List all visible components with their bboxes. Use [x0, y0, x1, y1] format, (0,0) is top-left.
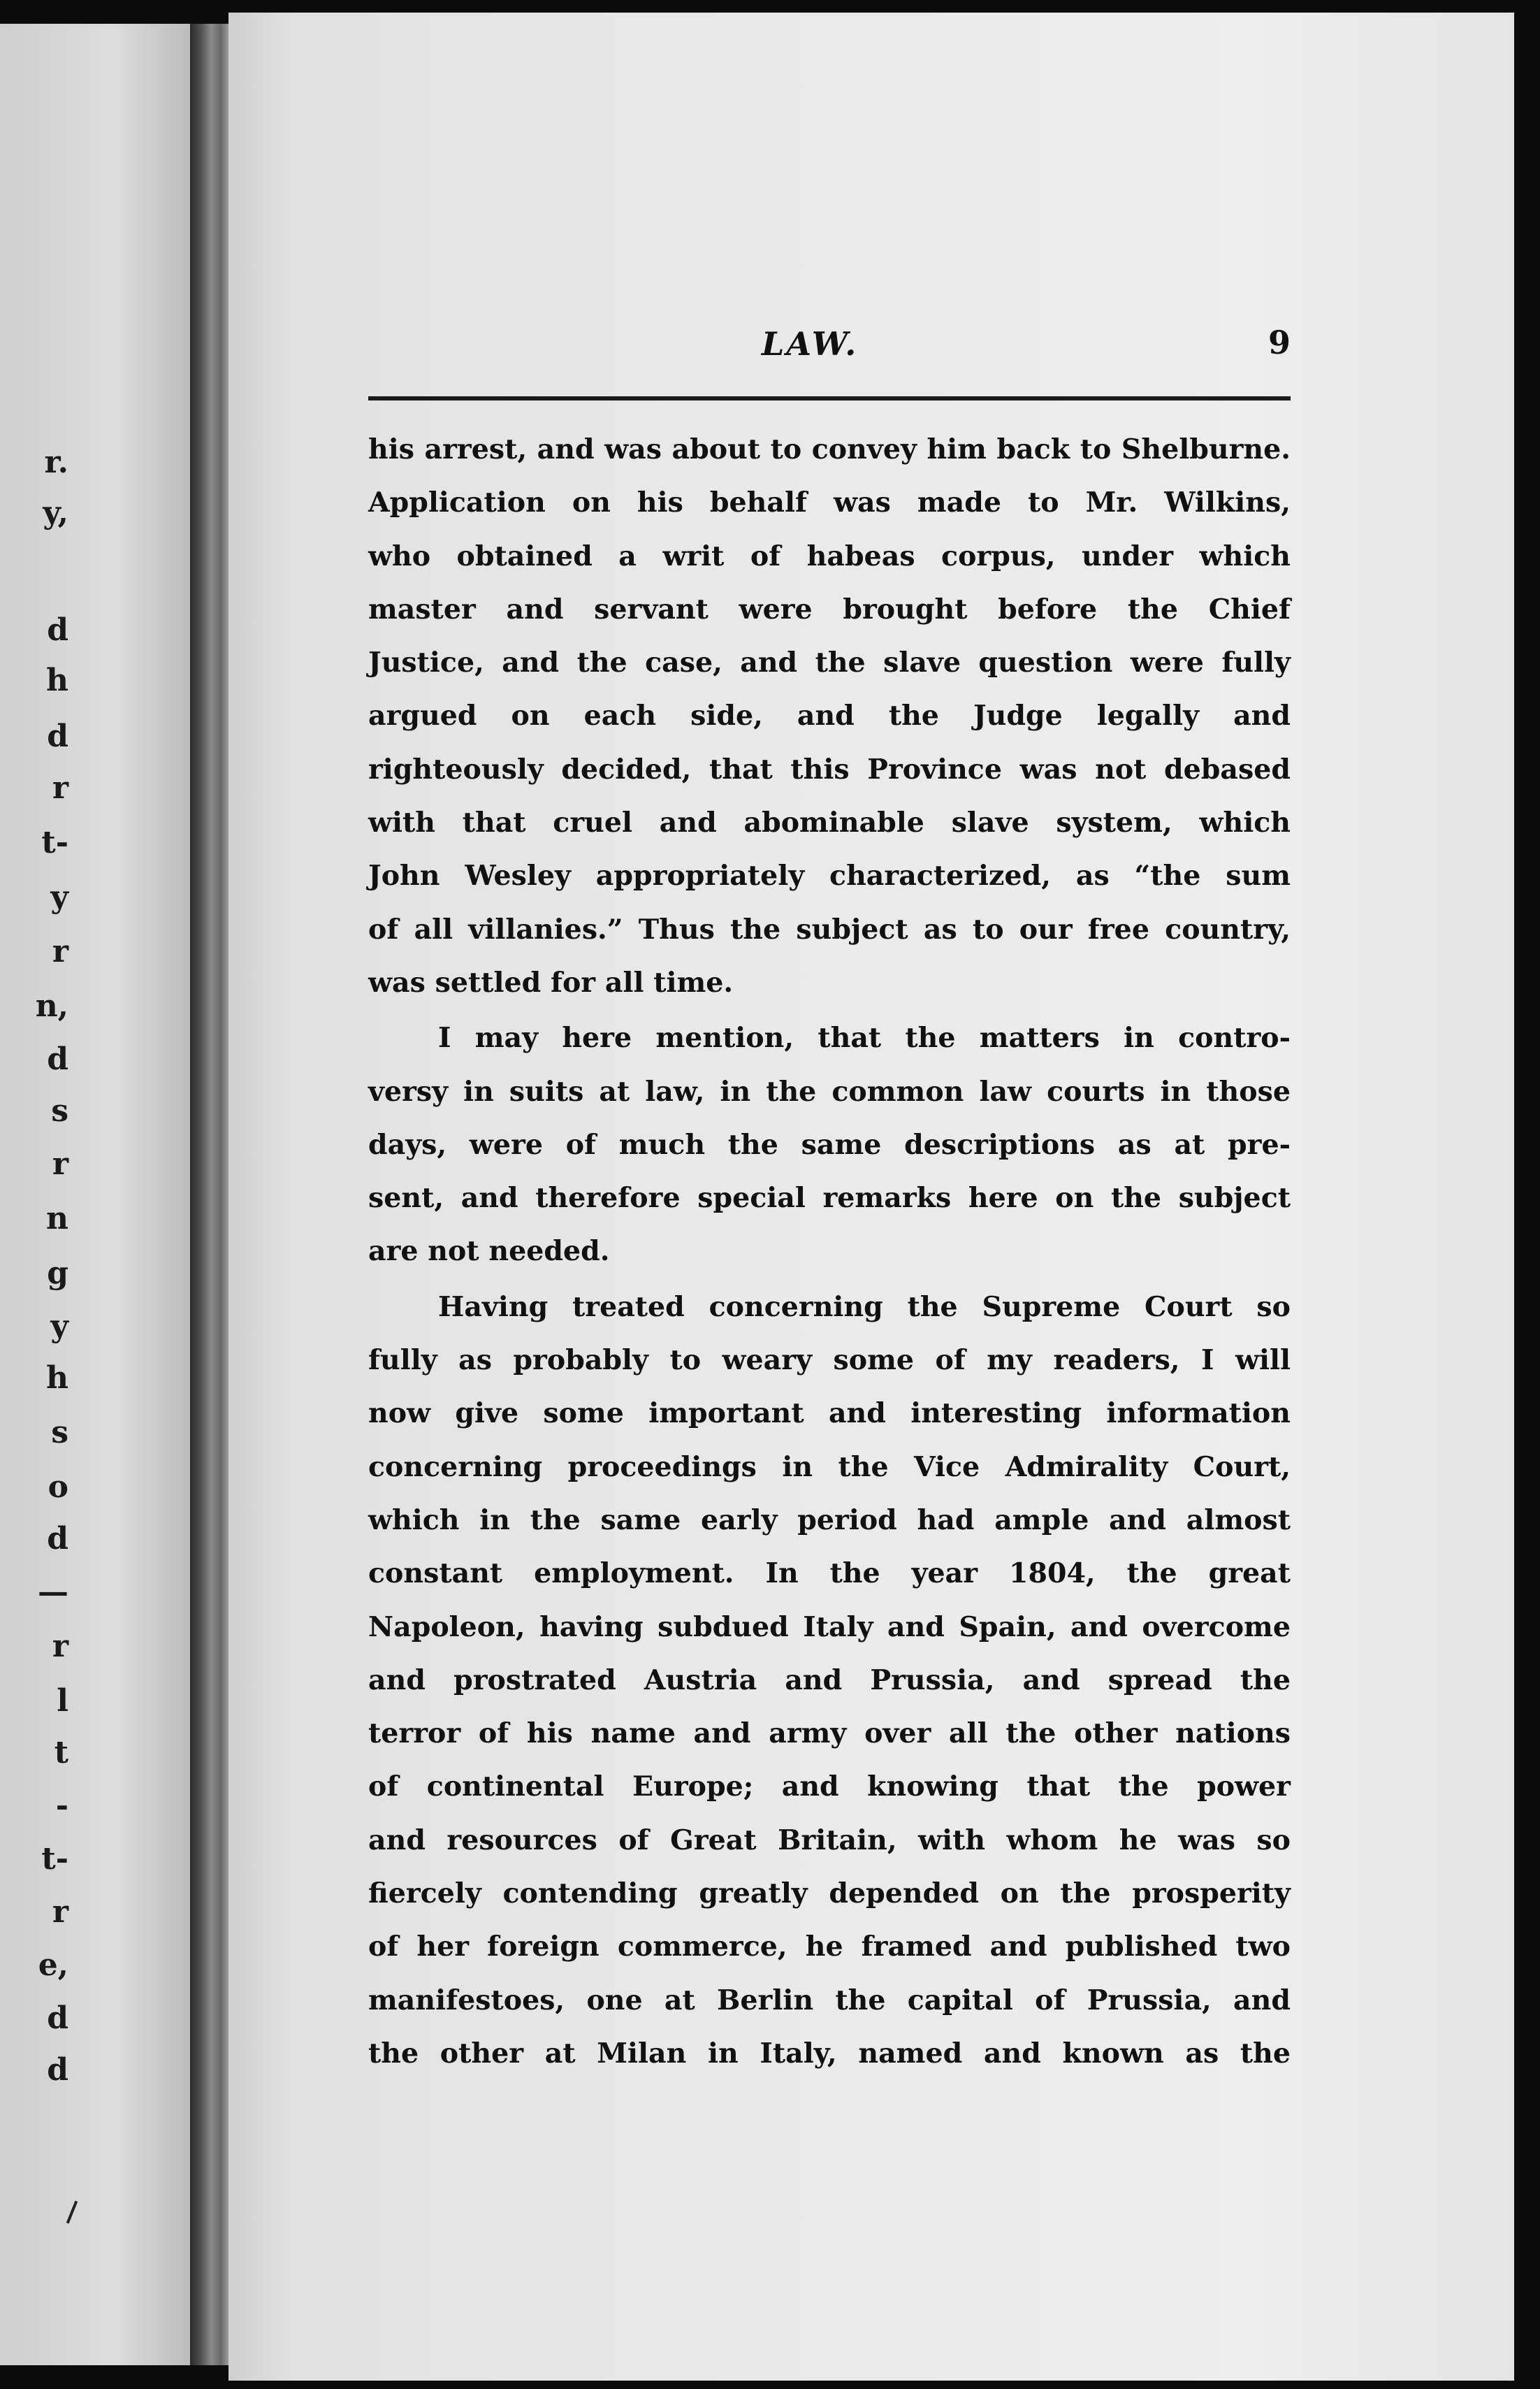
text-line: I may here mention, that the matters in contro-: [438, 1022, 1291, 1055]
text-line: his arrest, and was about to convey him back to Shelburne.: [368, 433, 1291, 465]
text-line: terror of his name and army over all the other nations: [368, 1717, 1291, 1750]
previous-page-fragment: n,: [35, 988, 68, 1024]
previous-page-fragment: d: [47, 719, 68, 754]
text-line: argued on each side, and the Judge legally and: [368, 700, 1291, 732]
text-line: and resources of Great Britain, with whom he was so: [368, 1824, 1291, 1856]
previous-page-fragment: n: [46, 1201, 68, 1236]
text-line: the other at Milan in Italy, named and known as the: [368, 2037, 1291, 2070]
text-line: manifestoes, one at Berlin the capital of Prussia, and: [368, 1984, 1291, 2016]
previous-page-fragment: h: [46, 1360, 68, 1396]
previous-page-fragment: y,: [43, 495, 68, 531]
previous-page-fragment: r: [52, 1146, 68, 1182]
page-number: 9: [1267, 324, 1291, 361]
previous-page-fragment: d: [47, 1521, 68, 1557]
previous-page-fragment: r: [52, 934, 68, 969]
text-line: was settled for all time.: [368, 966, 734, 999]
text-line: of her foreign commerce, he framed and published two: [368, 1930, 1291, 1963]
previous-page-text-fragments: [0, 0, 70, 2389]
text-line: sent, and therefore special remarks here on the subject: [368, 1182, 1291, 1215]
text-line: are not needed.: [368, 1235, 610, 1268]
text-line: master and servant were brought before the Chief: [368, 593, 1291, 626]
previous-page-fragment: —: [38, 1574, 68, 1610]
text-line: Napoleon, having subdued Italy and Spain, and overcome: [368, 1610, 1291, 1643]
previous-page-fragment: o: [48, 1469, 68, 1505]
text-line: with that cruel and abominable slave system, which: [368, 807, 1291, 839]
previous-page-fragment: -: [55, 1788, 68, 1824]
text-line: constant employment. In the year 1804, the great: [368, 1557, 1291, 1590]
paragraph: [368, 1011, 1291, 1278]
text-line: righteously decided, that this Province was not debased: [368, 753, 1291, 786]
previous-page-fragment: y: [50, 1308, 68, 1344]
previous-page-fragment: g: [47, 1255, 68, 1291]
previous-page-fragment: y: [50, 879, 68, 915]
text-line: fully as probably to weary some of my readers, I will: [368, 1344, 1291, 1377]
text-line: Having treated concerning the Supreme Court so: [438, 1290, 1291, 1323]
previous-page-fragment: d: [47, 2000, 68, 2036]
previous-page-fragment: r.: [44, 445, 68, 480]
previous-page-fragment: e,: [38, 1947, 68, 1983]
body-text: [368, 423, 1291, 2082]
text-line: versy in suits at law, in the common law courts in those: [368, 1075, 1291, 1108]
text-line: of continental Europe; and knowing that the power: [368, 1770, 1291, 1803]
text-line: of all villanies.” Thus the subject as to our free country,: [368, 913, 1291, 946]
text-line: concerning proceedings in the Vice Admirality Court,: [368, 1450, 1291, 1483]
previous-page-fragment: t-: [41, 1841, 68, 1877]
header-rule: [368, 396, 1291, 400]
previous-page-fragment: t-: [41, 825, 68, 860]
previous-page-fragment: t: [54, 1735, 68, 1770]
scan-border: [1514, 0, 1540, 2389]
paragraph: [368, 1280, 1291, 2080]
previous-page-fragment: s: [51, 1415, 68, 1450]
book-gutter: [190, 24, 228, 2365]
previous-page-fragment: d: [47, 1041, 68, 1077]
previous-page-fragment: r: [52, 1629, 68, 1664]
previous-page-fragment: d: [47, 612, 68, 648]
text-line: fiercely contending greatly depended on the prosperity: [368, 1877, 1291, 1910]
previous-page-fragment: h: [46, 663, 68, 698]
previous-page-fragment: r: [52, 1894, 68, 1930]
text-line: now give some important and interesting information: [368, 1397, 1291, 1430]
text-line: John Wesley appropriately characterized, as “the sum: [368, 860, 1291, 893]
previous-page-fragment: l: [57, 1683, 68, 1719]
text-line: Justice, and the case, and the slave question were fully: [368, 647, 1291, 679]
running-head: LAW.: [762, 325, 859, 363]
paragraph: [368, 423, 1291, 1009]
text-line: days, were of much the same descriptions as at pre-: [368, 1128, 1291, 1161]
previous-page-fragment: d: [47, 2052, 68, 2088]
previous-page-fragment: s: [51, 1093, 68, 1129]
previous-page-fragment: r: [52, 770, 68, 806]
text-line: which in the same early period had ample and almost: [368, 1503, 1291, 1536]
text-line: who obtained a writ of habeas corpus, under which: [368, 540, 1291, 572]
text-line: and prostrated Austria and Prussia, and spread the: [368, 1663, 1291, 1696]
text-line: Application on his behalf was made to Mr. Wilkins,: [368, 486, 1291, 519]
page-header: [367, 318, 1291, 374]
